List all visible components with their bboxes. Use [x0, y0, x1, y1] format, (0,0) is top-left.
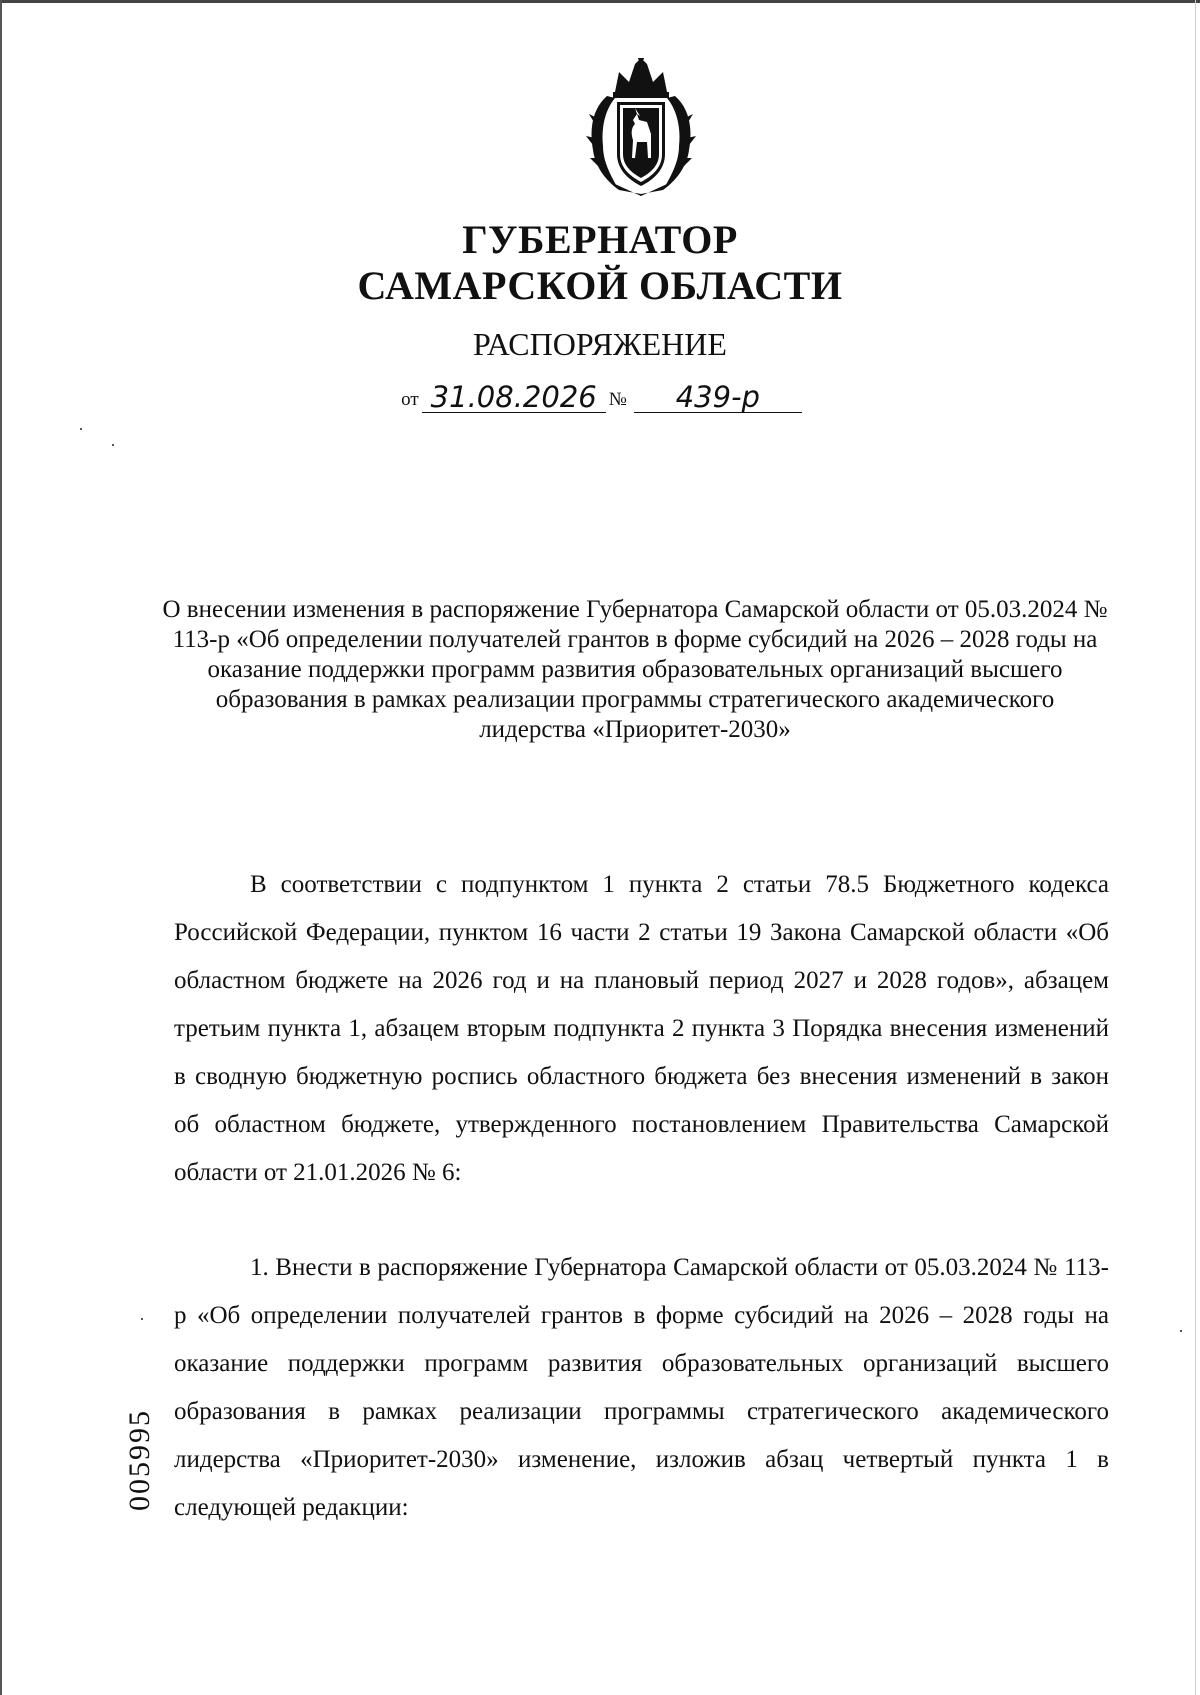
date-number-line	[0, 382, 1200, 413]
scan-speck	[112, 444, 114, 446]
number-label: №	[608, 389, 627, 410]
coat-of-arms-icon	[585, 58, 697, 196]
side-registration-number: 005995	[123, 1409, 156, 1511]
body-paragraph-2: 1. Внести в распоряжение Губернатора Самарской области от 05.03.2024 № 113-р «Об определении получателей грантов в форме субсидий на 2026 – 2028 годы на оказание поддержки программ развития образовательных организаций высшего образования в рамках реализации программы стратегического академического лидерства «Приоритет-2030» изменение, изложив абзац четвертый пункта 1 в следующей редакции:	[174, 1254, 1109, 1521]
handwritten-date: 31.08.2026	[422, 382, 606, 413]
scan-speck	[1180, 1330, 1182, 1332]
document-type: РАСПОРЯЖЕНИЕ	[473, 326, 727, 362]
issuer-title-line1: ГУБЕРНАТОР	[462, 217, 738, 262]
document-subject: О внесении изменения в распоряжение Губернатора Самарской области от 05.03.2024 № 113-р «Об определении получателей грантов в форме субсидий на 2026 – 2028 годы на оказание поддержки программ развития образовательных организаций высшего образования в рамках реализации программы стратегического академического лидерства «Приоритет-2030»	[162, 596, 1108, 743]
body-paragraph-1: В соответствии с подпунктом 1 пункта 2 статьи 78.5 Бюджетного кодекса Российской Федерации, пунктом 16 части 2 статьи 19 Закона Самарской области «Об областном бюджете на 2026 год и на плановый период 2027 и 2028 годов», абзацем третьим пункта 1, абзацем вторым подпункта 2 пункта 3 Порядка внесения изменений в сводную бюджетную роспись областного бюджета без внесения изменений в закон об областном бюджете, утвержденного постановлением Правительства Самарской области от 21.01.2026 № 6:	[174, 871, 1109, 1186]
scan-speck	[80, 428, 82, 430]
issuer-title-line2: САМАРСКОЙ ОБЛАСТИ	[357, 263, 843, 308]
from-label: от	[401, 389, 419, 410]
scan-top-edge	[0, 0, 1200, 3]
scan-speck	[141, 1318, 143, 1320]
handwritten-number: 439-р	[634, 382, 802, 413]
